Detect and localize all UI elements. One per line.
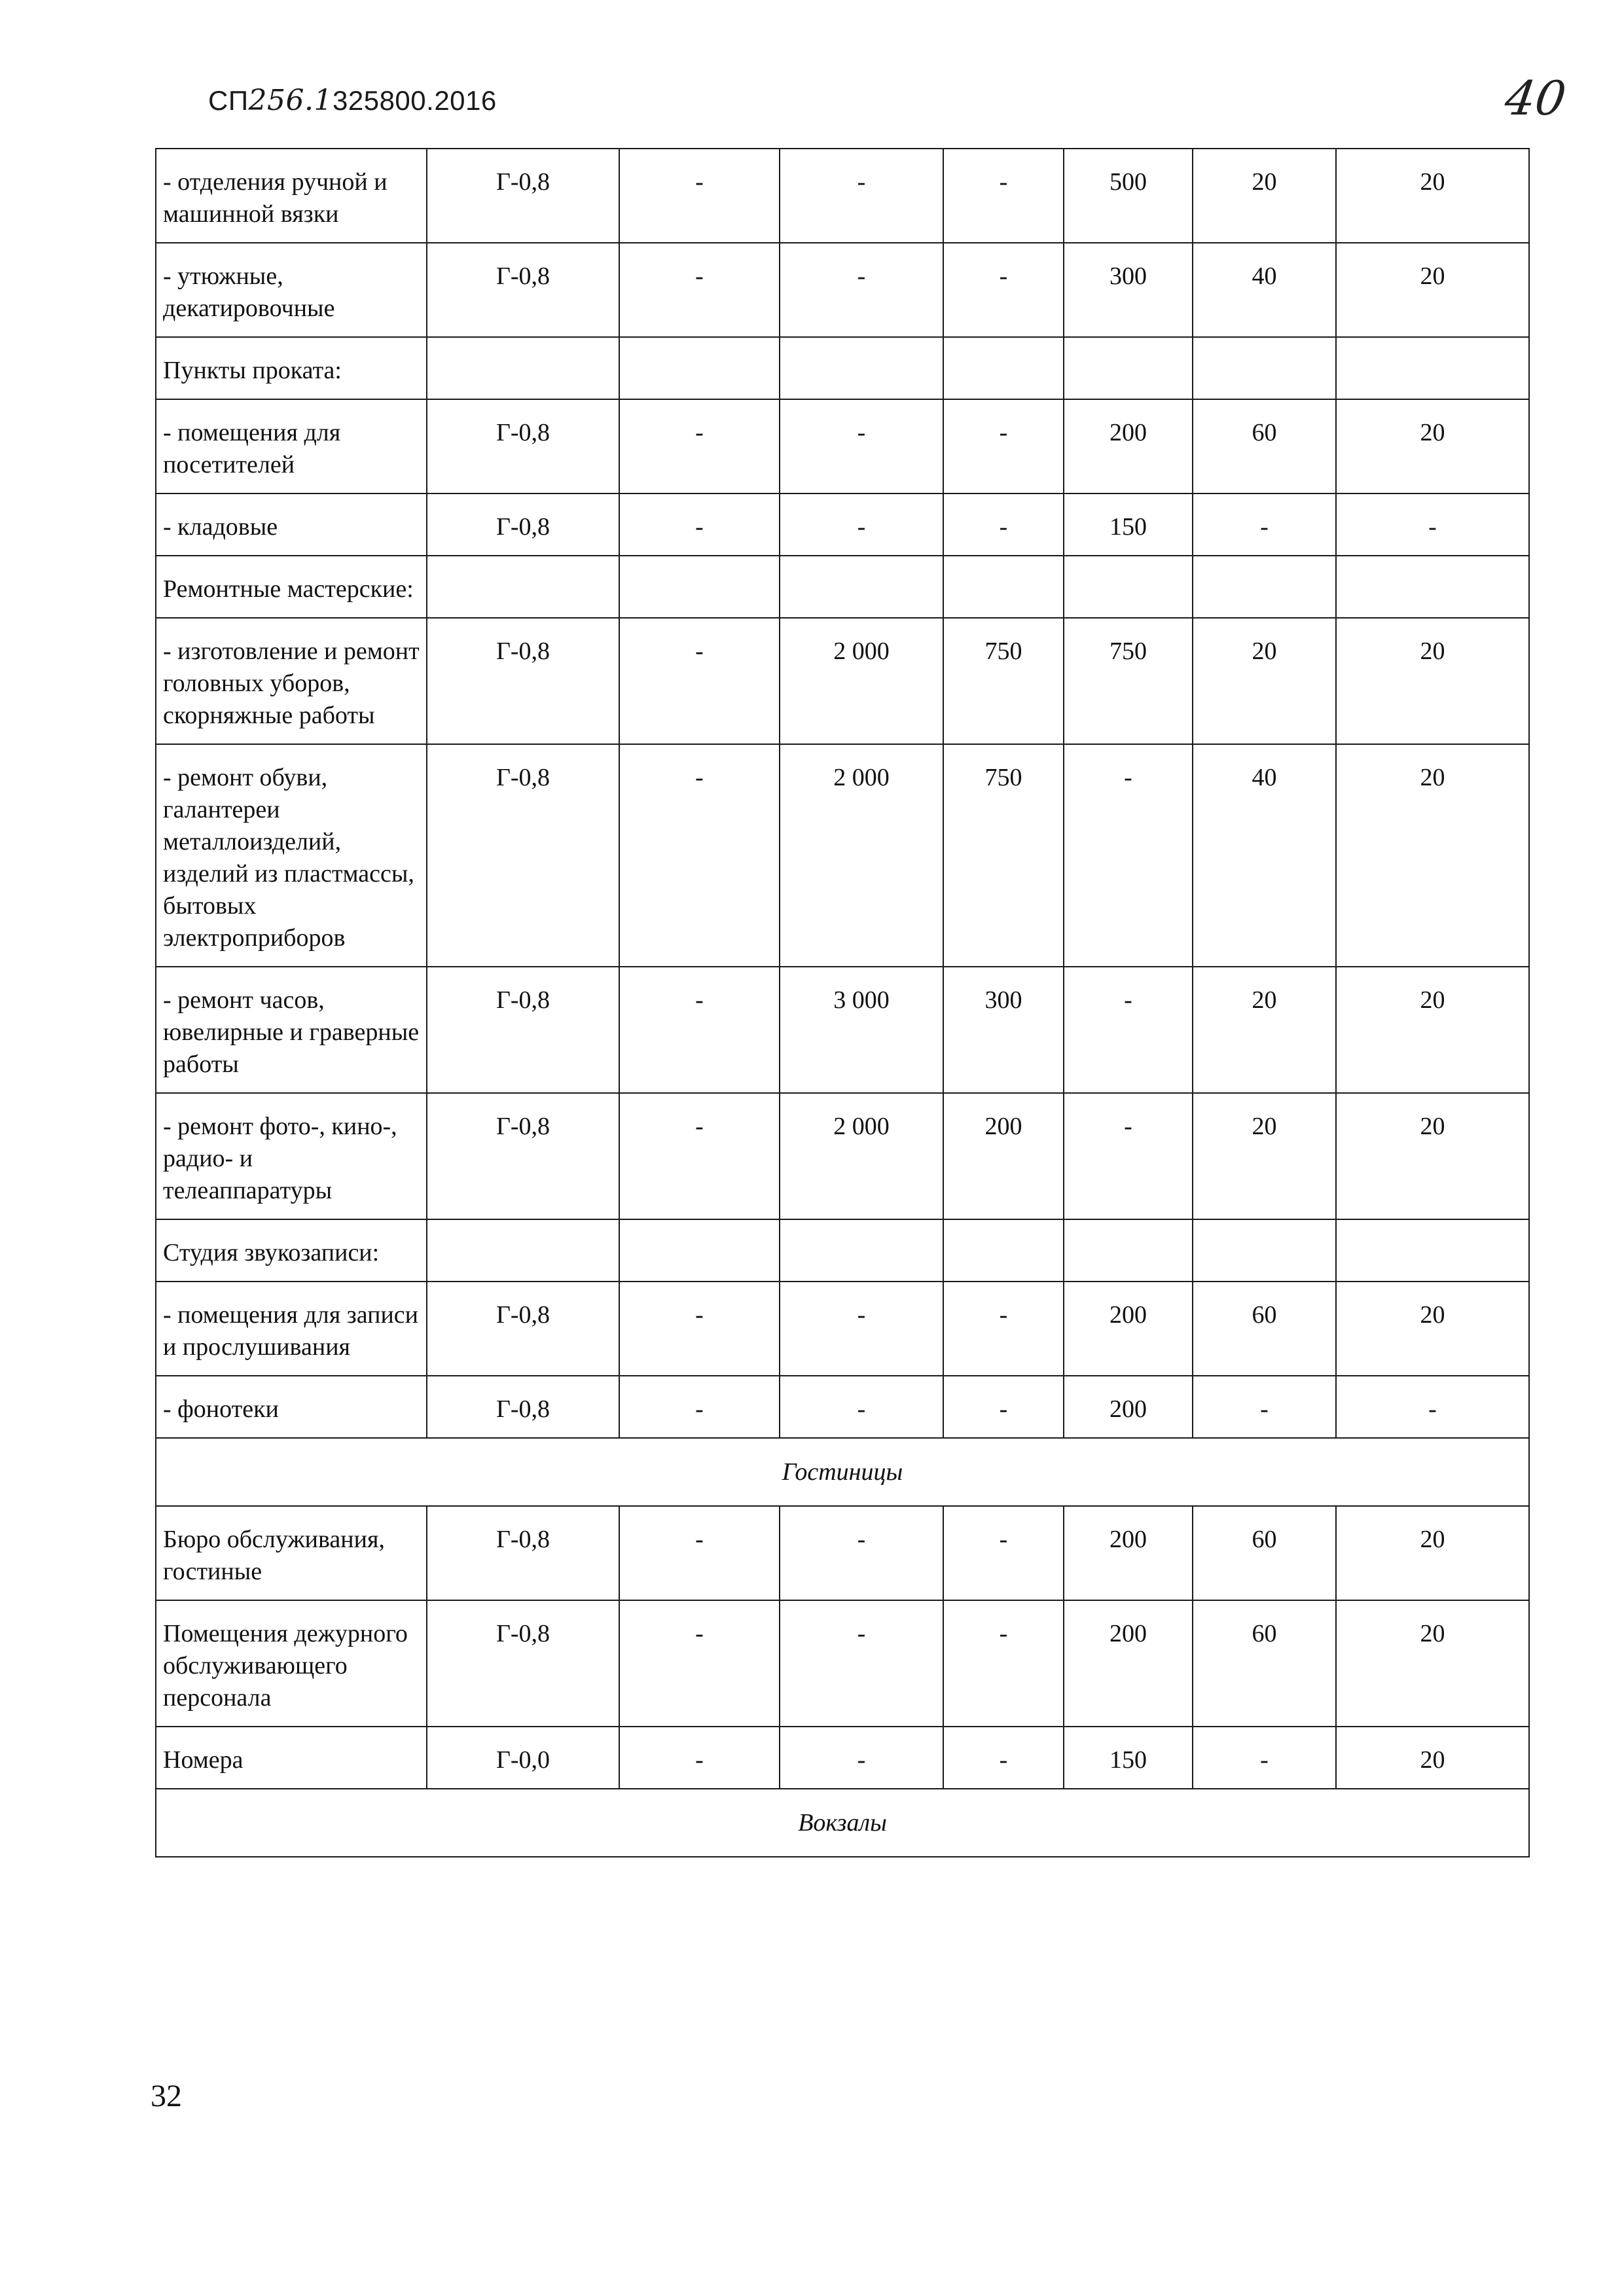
code-hand-one: 1: [314, 84, 333, 117]
value-cell: 20: [1193, 967, 1336, 1093]
value-cell: [1336, 1219, 1529, 1282]
value-cell: [943, 1219, 1064, 1282]
section-heading: Вокзалы: [156, 1789, 1529, 1857]
value-cell: [1336, 337, 1529, 399]
value-cell: 200: [1064, 1282, 1193, 1376]
document-code: [208, 84, 497, 117]
value-cell: 500: [1064, 149, 1193, 243]
value-cell: -: [1064, 744, 1193, 967]
table-row: [156, 1282, 1529, 1376]
code-handwritten: 256.: [248, 84, 314, 117]
value-cell: 150: [1064, 493, 1193, 556]
value-cell: 20: [1336, 149, 1529, 243]
table-row: [156, 1376, 1529, 1438]
value-cell: 2 000: [780, 744, 943, 967]
value-cell: -: [619, 493, 780, 556]
value-cell: -: [780, 243, 943, 337]
group-row: [156, 556, 1529, 618]
value-cell: 750: [1064, 618, 1193, 744]
value-cell: 2 000: [780, 1093, 943, 1219]
table-row: [156, 1600, 1529, 1727]
value-cell: -: [780, 1727, 943, 1789]
value-cell: -: [1193, 1376, 1336, 1438]
section-row: [156, 1438, 1529, 1506]
room-name-cell: Ремонтные мастерские:: [156, 556, 427, 618]
value-cell: [619, 556, 780, 618]
value-cell: 750: [943, 744, 1064, 967]
value-cell: [780, 1219, 943, 1282]
table-row: [156, 149, 1529, 243]
value-cell: -: [943, 1506, 1064, 1600]
value-cell: -: [619, 1506, 780, 1600]
table-row: [156, 744, 1529, 967]
value-cell: 20: [1336, 1600, 1529, 1727]
room-name-cell: - утюжные, декатировочные: [156, 243, 427, 337]
value-cell: Г-0,0: [427, 1727, 619, 1789]
table-row: [156, 618, 1529, 744]
value-cell: -: [619, 618, 780, 744]
value-cell: Г-0,8: [427, 1506, 619, 1600]
value-cell: [619, 1219, 780, 1282]
value-cell: [1064, 556, 1193, 618]
handwritten-page-mark: 40: [1502, 71, 1570, 126]
value-cell: 20: [1336, 399, 1529, 493]
section-row: [156, 1789, 1529, 1857]
value-cell: Г-0,8: [427, 1282, 619, 1376]
lighting-norms-table: [155, 148, 1530, 1857]
value-cell: [1064, 1219, 1193, 1282]
page-number: 32: [151, 2079, 182, 2113]
room-name-cell: - фонотеки: [156, 1376, 427, 1438]
room-name-cell: Помещения дежурного обслуживающего персонала: [156, 1600, 427, 1727]
value-cell: Г-0,8: [427, 1376, 619, 1438]
value-cell: [1193, 337, 1336, 399]
value-cell: [943, 337, 1064, 399]
room-name-cell: - ремонт часов, ювелирные и граверные работы: [156, 967, 427, 1093]
value-cell: -: [943, 1376, 1064, 1438]
value-cell: -: [1064, 967, 1193, 1093]
value-cell: -: [619, 967, 780, 1093]
value-cell: 2 000: [780, 618, 943, 744]
table-row: [156, 967, 1529, 1093]
value-cell: 200: [1064, 1376, 1193, 1438]
table-row: [156, 493, 1529, 556]
room-name-cell: - кладовые: [156, 493, 427, 556]
value-cell: -: [780, 1506, 943, 1600]
value-cell: -: [1336, 1376, 1529, 1438]
value-cell: -: [780, 493, 943, 556]
value-cell: 20: [1193, 618, 1336, 744]
value-cell: 150: [1064, 1727, 1193, 1789]
value-cell: [780, 337, 943, 399]
value-cell: [427, 556, 619, 618]
section-heading: Гостиницы: [156, 1438, 1529, 1506]
value-cell: -: [1064, 1093, 1193, 1219]
value-cell: -: [619, 399, 780, 493]
value-cell: -: [780, 1600, 943, 1727]
value-cell: 40: [1193, 243, 1336, 337]
room-name-cell: - ремонт обуви, галантереи металлоизделий, изделий из пластмассы, бытовых электроприборов: [156, 744, 427, 967]
value-cell: 20: [1336, 1282, 1529, 1376]
value-cell: -: [1193, 493, 1336, 556]
value-cell: -: [780, 1282, 943, 1376]
value-cell: Г-0,8: [427, 149, 619, 243]
value-cell: 20: [1336, 243, 1529, 337]
table-row: [156, 399, 1529, 493]
room-name-cell: Бюро обслуживания, гостиные: [156, 1506, 427, 1600]
value-cell: 20: [1336, 618, 1529, 744]
value-cell: -: [943, 1600, 1064, 1727]
value-cell: -: [619, 744, 780, 967]
value-cell: -: [1193, 1727, 1336, 1789]
value-cell: Г-0,8: [427, 399, 619, 493]
value-cell: 200: [1064, 1600, 1193, 1727]
value-cell: -: [619, 1727, 780, 1789]
value-cell: 20: [1336, 1727, 1529, 1789]
value-cell: 60: [1193, 399, 1336, 493]
value-cell: [427, 337, 619, 399]
value-cell: 20: [1193, 149, 1336, 243]
code-rest: 325800.2016: [333, 85, 497, 116]
value-cell: -: [943, 149, 1064, 243]
value-cell: 20: [1193, 1093, 1336, 1219]
value-cell: -: [619, 243, 780, 337]
value-cell: -: [943, 399, 1064, 493]
room-name-cell: - изготовление и ремонт головных уборов, скорняжные работы: [156, 618, 427, 744]
value-cell: 200: [943, 1093, 1064, 1219]
value-cell: -: [780, 149, 943, 243]
value-cell: -: [1336, 493, 1529, 556]
value-cell: 200: [1064, 1506, 1193, 1600]
value-cell: Г-0,8: [427, 1093, 619, 1219]
value-cell: -: [780, 1376, 943, 1438]
value-cell: [780, 556, 943, 618]
value-cell: -: [619, 1376, 780, 1438]
room-name-cell: - помещения для записи и прослушивания: [156, 1282, 427, 1376]
table-row: [156, 1093, 1529, 1219]
value-cell: 60: [1193, 1506, 1336, 1600]
value-cell: -: [943, 1282, 1064, 1376]
value-cell: [943, 556, 1064, 618]
table-row: [156, 1727, 1529, 1789]
value-cell: [1193, 1219, 1336, 1282]
value-cell: [1064, 337, 1193, 399]
room-name-cell: Пункты проката:: [156, 337, 427, 399]
value-cell: -: [780, 399, 943, 493]
room-name-cell: - помещения для посетителей: [156, 399, 427, 493]
group-row: [156, 1219, 1529, 1282]
value-cell: 60: [1193, 1282, 1336, 1376]
value-cell: 20: [1336, 967, 1529, 1093]
value-cell: [1336, 556, 1529, 618]
value-cell: -: [943, 493, 1064, 556]
table-row: [156, 1506, 1529, 1600]
value-cell: Г-0,8: [427, 243, 619, 337]
value-cell: 200: [1064, 399, 1193, 493]
value-cell: -: [619, 1600, 780, 1727]
room-name-cell: Студия звукозаписи:: [156, 1219, 427, 1282]
value-cell: -: [619, 1093, 780, 1219]
code-prefix: СП: [208, 85, 249, 116]
value-cell: Г-0,8: [427, 493, 619, 556]
value-cell: 300: [1064, 243, 1193, 337]
value-cell: Г-0,8: [427, 1600, 619, 1727]
value-cell: 20: [1336, 1506, 1529, 1600]
value-cell: -: [943, 1727, 1064, 1789]
group-row: [156, 337, 1529, 399]
room-name-cell: - ремонт фото-, кино-, радио- и телеаппаратуры: [156, 1093, 427, 1219]
value-cell: 20: [1336, 744, 1529, 967]
value-cell: [427, 1219, 619, 1282]
room-name-cell: Номера: [156, 1727, 427, 1789]
value-cell: [1193, 556, 1336, 618]
value-cell: [619, 337, 780, 399]
room-name-cell: - отделения ручной и машинной вязки: [156, 149, 427, 243]
value-cell: 750: [943, 618, 1064, 744]
value-cell: 20: [1336, 1093, 1529, 1219]
value-cell: 60: [1193, 1600, 1336, 1727]
value-cell: -: [619, 149, 780, 243]
value-cell: Г-0,8: [427, 744, 619, 967]
value-cell: Г-0,8: [427, 967, 619, 1093]
value-cell: Г-0,8: [427, 618, 619, 744]
value-cell: 300: [943, 967, 1064, 1093]
value-cell: 3 000: [780, 967, 943, 1093]
value-cell: -: [619, 1282, 780, 1376]
value-cell: -: [943, 243, 1064, 337]
value-cell: 40: [1193, 744, 1336, 967]
table-row: [156, 243, 1529, 337]
